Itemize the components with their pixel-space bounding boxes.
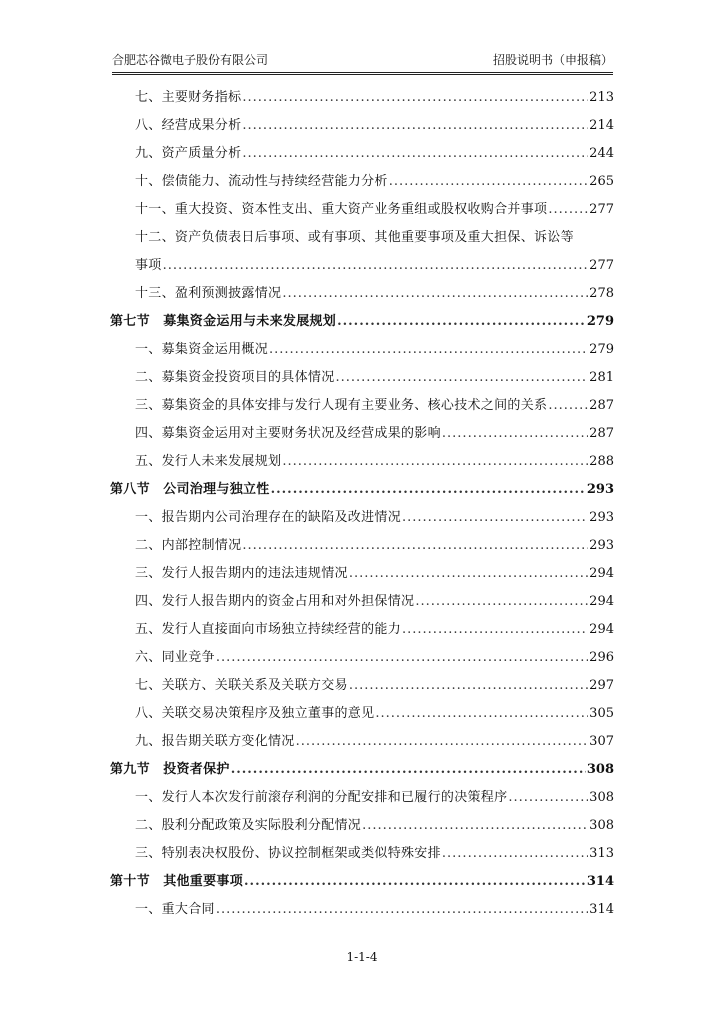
toc-entry-title: 二、内部控制情况 xyxy=(135,538,242,553)
toc-page-number: 293 xyxy=(586,482,614,497)
toc-entry-title: 二、募集资金投资项目的具体情况 xyxy=(135,370,335,385)
toc-entry-title: 七、主要财务指标 xyxy=(135,90,242,105)
leader-dots xyxy=(242,84,588,112)
toc-entry-title: 二、股利分配政策及实际股利分配情况 xyxy=(135,818,362,833)
toc-entry-title: 九、资产质量分析 xyxy=(135,146,242,161)
toc-page-number: 281 xyxy=(589,370,614,385)
toc-entry[interactable] xyxy=(110,700,614,728)
toc-section-heading[interactable] xyxy=(110,868,614,896)
toc-page-number: 244 xyxy=(589,146,614,161)
toc-entry[interactable] xyxy=(110,280,614,308)
toc-entry[interactable] xyxy=(110,504,614,532)
toc-page-number: 296 xyxy=(589,650,614,665)
toc-page-number: 294 xyxy=(589,594,614,609)
toc-page-number: 213 xyxy=(589,90,614,105)
toc-entry[interactable] xyxy=(110,532,614,560)
toc-entry-title: 第八节 公司治理与独立性 xyxy=(110,482,270,497)
toc-page-number: 308 xyxy=(589,790,614,805)
toc-entry[interactable] xyxy=(110,672,614,700)
toc-section-heading[interactable] xyxy=(110,308,614,336)
leader-dots xyxy=(375,700,588,728)
toc-entry[interactable] xyxy=(110,140,614,168)
leader-dots xyxy=(349,672,588,700)
toc-entry-title: 八、经营成果分析 xyxy=(135,118,242,133)
toc-entry[interactable] xyxy=(110,560,614,588)
toc-entry-title: 一、募集资金运用概况 xyxy=(135,342,269,357)
toc-entry-title: 三、募集资金的具体安排与发行人现有主要业务、核心技术之间的关系 xyxy=(135,398,548,413)
toc-entry-title: 第九节 投资者保护 xyxy=(110,762,230,777)
toc-entry-title: 三、发行人报告期内的违法违规情况 xyxy=(135,566,348,581)
toc-entry-title: 五、发行人直接面向市场独立持续经营的能力 xyxy=(135,622,402,637)
toc-page-number: 305 xyxy=(589,706,614,721)
toc-entry[interactable] xyxy=(110,224,614,280)
leader-dots xyxy=(231,756,586,784)
toc-entry[interactable] xyxy=(110,896,614,924)
toc-entry-title: 十三、盈利预测披露情况 xyxy=(135,286,282,301)
page-number: 1-1-4 xyxy=(346,950,378,964)
leader-dots xyxy=(389,168,588,196)
toc-entry-title: 六、同业竞争 xyxy=(135,650,215,665)
leader-dots xyxy=(442,840,588,868)
toc-entry[interactable] xyxy=(110,616,614,644)
leader-dots xyxy=(548,392,588,420)
toc-entry[interactable] xyxy=(110,112,614,140)
toc-entry[interactable] xyxy=(110,644,614,672)
toc-entry[interactable] xyxy=(110,392,614,420)
toc-entry-title: 三、特别表决权股份、协议控制框架或类似特殊安排 xyxy=(135,846,441,861)
toc-page-number: 214 xyxy=(589,118,614,133)
leader-dots xyxy=(163,252,589,280)
toc-page-number: 277 xyxy=(589,202,614,217)
toc-page-number: 279 xyxy=(586,314,614,329)
toc-page-number: 287 xyxy=(589,398,614,413)
leader-dots xyxy=(242,112,588,140)
document-title: 招股说明书（申报稿） xyxy=(492,53,613,67)
leader-dots xyxy=(269,336,588,364)
leader-dots xyxy=(216,644,588,672)
toc-entry-title: 十一、重大投资、资本性支出、重大资产业务重组或股权收购合并事项 xyxy=(135,202,548,217)
toc-entry-title: 四、募集资金运用对主要财务状况及经营成果的影响 xyxy=(135,426,441,441)
page-header xyxy=(112,50,613,70)
toc-entry[interactable] xyxy=(110,364,614,392)
leader-dots xyxy=(415,588,588,616)
toc-page-number: 293 xyxy=(589,538,614,553)
toc-section-heading[interactable] xyxy=(110,756,614,784)
toc-entry[interactable] xyxy=(110,84,614,112)
toc-page-number: 287 xyxy=(589,426,614,441)
toc-entry-title: 七、关联方、关联关系及关联方交易 xyxy=(135,678,348,693)
company-name: 合肥芯谷微电子股份有限公司 xyxy=(112,53,269,67)
toc-entry-title: 第七节 募集资金运用与未来发展规划 xyxy=(110,314,337,329)
leader-dots xyxy=(442,420,588,448)
leader-dots xyxy=(336,364,589,392)
toc-entry-title: 八、关联交易决策程序及独立董事的意见 xyxy=(135,706,375,721)
toc-entry[interactable] xyxy=(110,588,614,616)
toc-entry-title: 四、发行人报告期内的资金占用和对外担保情况 xyxy=(135,594,415,609)
leader-dots xyxy=(282,448,588,476)
leader-dots xyxy=(242,532,588,560)
leader-dots xyxy=(242,140,588,168)
toc-page-number: 277 xyxy=(589,258,614,273)
toc-page-number: 279 xyxy=(589,342,614,357)
toc-entry-title: 九、报告期关联方变化情况 xyxy=(135,734,295,749)
leader-dots xyxy=(296,728,589,756)
leader-dots xyxy=(362,812,588,840)
toc-entry-title: 五、发行人未来发展规划 xyxy=(135,454,282,469)
toc-page-number: 288 xyxy=(589,454,614,469)
toc-page-number: 313 xyxy=(589,846,614,861)
leader-dots xyxy=(548,196,588,224)
toc-entry-title-continued: 事项 xyxy=(135,258,162,273)
toc-entry-title: 一、重大合同 xyxy=(135,902,215,917)
toc-entry-title: 一、报告期内公司治理存在的缺陷及改进情况 xyxy=(135,510,402,525)
toc-page-number: 294 xyxy=(589,566,614,581)
header-divider xyxy=(112,74,613,75)
toc-entry[interactable] xyxy=(110,784,614,812)
toc-page-number: 265 xyxy=(589,174,614,189)
leader-dots xyxy=(349,560,588,588)
toc-entry[interactable] xyxy=(110,336,614,364)
leader-dots xyxy=(337,308,586,336)
toc-entry-title: 十二、资产负债表日后事项、或有事项、其他重要事项及重大担保、诉讼等 xyxy=(135,230,574,245)
toc-entry[interactable] xyxy=(110,168,614,196)
toc-page-number: 314 xyxy=(586,874,614,889)
leader-dots xyxy=(508,784,588,812)
toc-entry-title: 第十节 其他重要事项 xyxy=(110,874,244,889)
leader-dots xyxy=(402,504,588,532)
leader-dots xyxy=(282,280,588,308)
toc-page-number: 293 xyxy=(589,510,614,525)
leader-dots xyxy=(402,616,588,644)
toc-section-heading[interactable] xyxy=(110,476,614,504)
toc-entry[interactable] xyxy=(110,812,614,840)
toc-entry[interactable] xyxy=(110,728,614,756)
toc-page-number: 314 xyxy=(589,902,614,917)
leader-dots xyxy=(216,896,588,924)
leader-dots xyxy=(271,476,586,504)
toc-entry[interactable] xyxy=(110,420,614,448)
toc-page-number: 278 xyxy=(589,286,614,301)
toc-entry-title: 十、偿债能力、流动性与持续经营能力分析 xyxy=(135,174,388,189)
toc-entry[interactable] xyxy=(110,448,614,476)
toc-page-number: 294 xyxy=(589,622,614,637)
toc-entry[interactable] xyxy=(110,840,614,868)
toc-page-number: 308 xyxy=(589,818,614,833)
toc-page-number: 307 xyxy=(589,734,614,749)
toc-page-number: 297 xyxy=(589,678,614,693)
toc-entry[interactable] xyxy=(110,196,614,224)
header-divider xyxy=(112,72,613,73)
toc-entry-title: 一、发行人本次发行前滚存利润的分配安排和已履行的决策程序 xyxy=(135,790,508,805)
leader-dots xyxy=(244,868,586,896)
toc-page-number: 308 xyxy=(586,762,614,777)
